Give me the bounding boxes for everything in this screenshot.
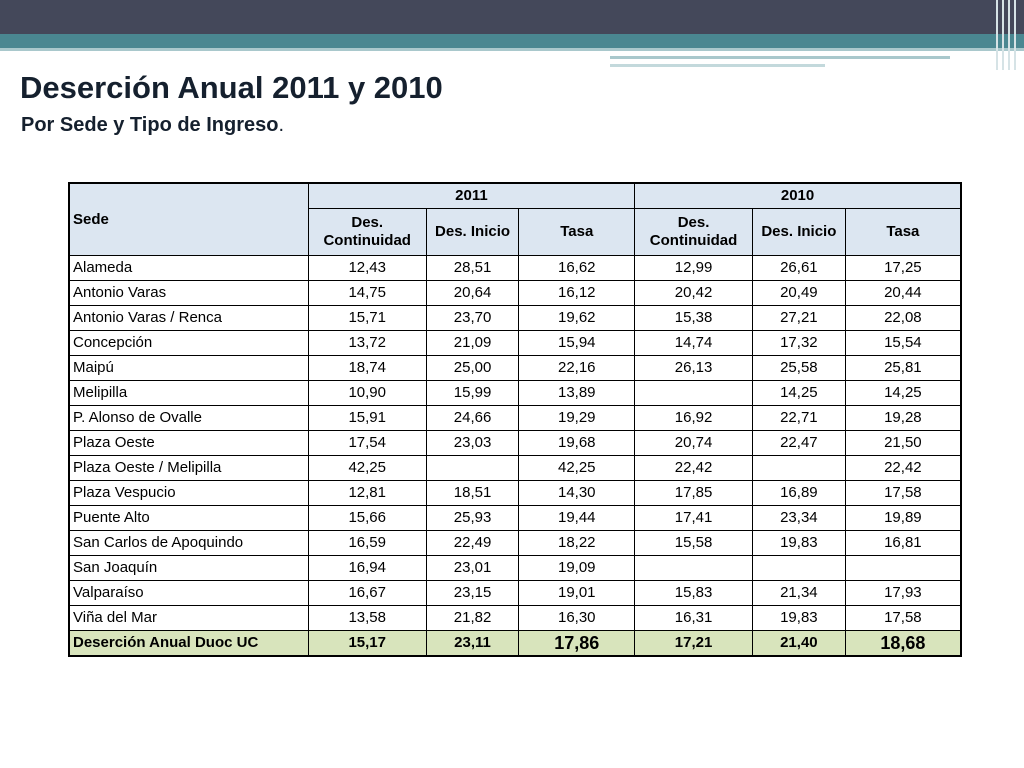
value-cell: 10,90 [308, 381, 426, 406]
value-cell: 16,81 [845, 531, 961, 556]
value-cell: 42,25 [308, 456, 426, 481]
table-row [69, 381, 961, 406]
value-cell: 14,74 [635, 331, 753, 356]
header-des-continuidad: Des. Continuidad [635, 209, 753, 256]
value-cell: 16,67 [308, 581, 426, 606]
table-row [69, 456, 961, 481]
value-cell: 21,34 [752, 581, 845, 606]
decorative-line [610, 56, 950, 59]
value-cell: 20,49 [752, 281, 845, 306]
sede-name-cell: San Joaquín [69, 556, 308, 581]
sede-name-cell: Concepción [69, 331, 308, 356]
value-cell: 22,42 [845, 456, 961, 481]
total-label: Deserción Anual Duoc UC [69, 631, 308, 657]
sede-name-cell: Puente Alto [69, 506, 308, 531]
value-cell: 19,68 [519, 431, 635, 456]
subtitle-text: Por Sede y Tipo de Ingreso [21, 114, 279, 136]
table-row [69, 506, 961, 531]
value-cell: 25,81 [845, 356, 961, 381]
value-cell: 15,83 [635, 581, 753, 606]
subtitle-dot: . [278, 114, 285, 136]
value-cell: 19,28 [845, 406, 961, 431]
value-cell: 16,30 [519, 606, 635, 631]
sede-name-cell: Maipú [69, 356, 308, 381]
top-banner [0, 0, 1024, 34]
value-cell: 17,58 [845, 606, 961, 631]
value-cell: 22,49 [426, 531, 519, 556]
value-cell: 12,81 [308, 481, 426, 506]
value-cell: 25,93 [426, 506, 519, 531]
value-cell: 27,21 [752, 306, 845, 331]
value-cell [635, 381, 753, 406]
value-cell: 15,58 [635, 531, 753, 556]
value-cell: 24,66 [426, 406, 519, 431]
value-cell: 25,58 [752, 356, 845, 381]
value-cell: 21,82 [426, 606, 519, 631]
value-cell: 20,74 [635, 431, 753, 456]
value-cell: 23,70 [426, 306, 519, 331]
value-cell: 12,43 [308, 256, 426, 281]
value-cell: 15,54 [845, 331, 961, 356]
sede-name-cell: Plaza Oeste [69, 431, 308, 456]
value-cell [426, 456, 519, 481]
sede-name-cell: Plaza Vespucio [69, 481, 308, 506]
total-row [69, 631, 961, 657]
value-cell: 19,44 [519, 506, 635, 531]
header-year-2010: 2010 [635, 183, 961, 209]
value-cell: 15,17 [308, 631, 426, 657]
value-cell: 14,75 [308, 281, 426, 306]
value-cell: 18,74 [308, 356, 426, 381]
header-sede: Sede [69, 183, 308, 256]
header-des-continuidad: Des. Continuidad [308, 209, 426, 256]
value-cell: 19,09 [519, 556, 635, 581]
value-cell [752, 556, 845, 581]
table-row [69, 431, 961, 456]
header-year-2011: 2011 [308, 183, 634, 209]
value-cell: 23,01 [426, 556, 519, 581]
value-cell: 23,11 [426, 631, 519, 657]
table-body [69, 256, 961, 657]
value-cell: 16,31 [635, 606, 753, 631]
value-cell: 18,51 [426, 481, 519, 506]
header-tasa: Tasa [845, 209, 961, 256]
value-cell: 22,71 [752, 406, 845, 431]
header-tasa: Tasa [519, 209, 635, 256]
table-row [69, 356, 961, 381]
value-cell [752, 456, 845, 481]
value-cell: 42,25 [519, 456, 635, 481]
table-row [69, 306, 961, 331]
value-cell: 17,54 [308, 431, 426, 456]
value-cell: 21,40 [752, 631, 845, 657]
value-cell: 17,32 [752, 331, 845, 356]
value-cell: 26,61 [752, 256, 845, 281]
value-cell: 14,25 [752, 381, 845, 406]
desertion-table [68, 182, 962, 657]
value-cell: 15,66 [308, 506, 426, 531]
value-cell: 28,51 [426, 256, 519, 281]
value-cell: 17,86 [519, 631, 635, 657]
sede-name-cell: Viña del Mar [69, 606, 308, 631]
value-cell: 17,25 [845, 256, 961, 281]
value-cell: 15,94 [519, 331, 635, 356]
header-des-inicio: Des. Inicio [426, 209, 519, 256]
value-cell: 19,89 [845, 506, 961, 531]
value-cell: 16,12 [519, 281, 635, 306]
table-row [69, 406, 961, 431]
value-cell: 16,94 [308, 556, 426, 581]
table-row [69, 556, 961, 581]
value-cell: 22,47 [752, 431, 845, 456]
sede-name-cell: Plaza Oeste / Melipilla [69, 456, 308, 481]
value-cell: 17,93 [845, 581, 961, 606]
value-cell: 26,13 [635, 356, 753, 381]
value-cell: 19,83 [752, 531, 845, 556]
sede-name-cell: Alameda [69, 256, 308, 281]
sede-name-cell: San Carlos de Apoquindo [69, 531, 308, 556]
value-cell: 18,68 [845, 631, 961, 657]
sede-name-cell: Valparaíso [69, 581, 308, 606]
value-cell: 20,42 [635, 281, 753, 306]
value-cell: 21,09 [426, 331, 519, 356]
value-cell [635, 556, 753, 581]
value-cell: 19,01 [519, 581, 635, 606]
value-cell: 14,30 [519, 481, 635, 506]
value-cell: 16,92 [635, 406, 753, 431]
value-cell: 12,99 [635, 256, 753, 281]
table-row [69, 281, 961, 306]
value-cell: 18,22 [519, 531, 635, 556]
table-row [69, 581, 961, 606]
table-row [69, 481, 961, 506]
value-cell: 13,72 [308, 331, 426, 356]
table-row [69, 606, 961, 631]
value-cell: 19,62 [519, 306, 635, 331]
value-cell: 22,08 [845, 306, 961, 331]
teal-banner-stripe [0, 34, 1024, 48]
value-cell: 25,00 [426, 356, 519, 381]
slide-subtitle [21, 114, 284, 137]
value-cell: 15,91 [308, 406, 426, 431]
sede-name-cell: Antonio Varas / Renca [69, 306, 308, 331]
value-cell: 23,15 [426, 581, 519, 606]
table-row [69, 331, 961, 356]
value-cell: 17,41 [635, 506, 753, 531]
value-cell: 17,58 [845, 481, 961, 506]
value-cell: 16,89 [752, 481, 845, 506]
value-cell: 20,64 [426, 281, 519, 306]
value-cell: 13,89 [519, 381, 635, 406]
value-cell: 15,71 [308, 306, 426, 331]
value-cell: 20,44 [845, 281, 961, 306]
value-cell: 15,99 [426, 381, 519, 406]
sede-name-cell: Antonio Varas [69, 281, 308, 306]
header-des-inicio: Des. Inicio [752, 209, 845, 256]
value-cell: 16,62 [519, 256, 635, 281]
light-banner-stripe [0, 48, 1024, 51]
decorative-vertical-lines [994, 0, 1024, 70]
slide-title: Deserción Anual 2011 y 2010 [20, 70, 443, 105]
value-cell: 16,59 [308, 531, 426, 556]
value-cell: 23,03 [426, 431, 519, 456]
value-cell: 15,38 [635, 306, 753, 331]
value-cell: 21,50 [845, 431, 961, 456]
value-cell: 14,25 [845, 381, 961, 406]
value-cell: 17,21 [635, 631, 753, 657]
value-cell: 23,34 [752, 506, 845, 531]
value-cell: 22,42 [635, 456, 753, 481]
value-cell: 19,83 [752, 606, 845, 631]
value-cell: 13,58 [308, 606, 426, 631]
sede-name-cell: P. Alonso de Ovalle [69, 406, 308, 431]
table-row [69, 531, 961, 556]
table-row [69, 256, 961, 281]
value-cell: 17,85 [635, 481, 753, 506]
value-cell [845, 556, 961, 581]
value-cell: 19,29 [519, 406, 635, 431]
sede-name-cell: Melipilla [69, 381, 308, 406]
value-cell: 22,16 [519, 356, 635, 381]
decorative-line [610, 64, 825, 67]
